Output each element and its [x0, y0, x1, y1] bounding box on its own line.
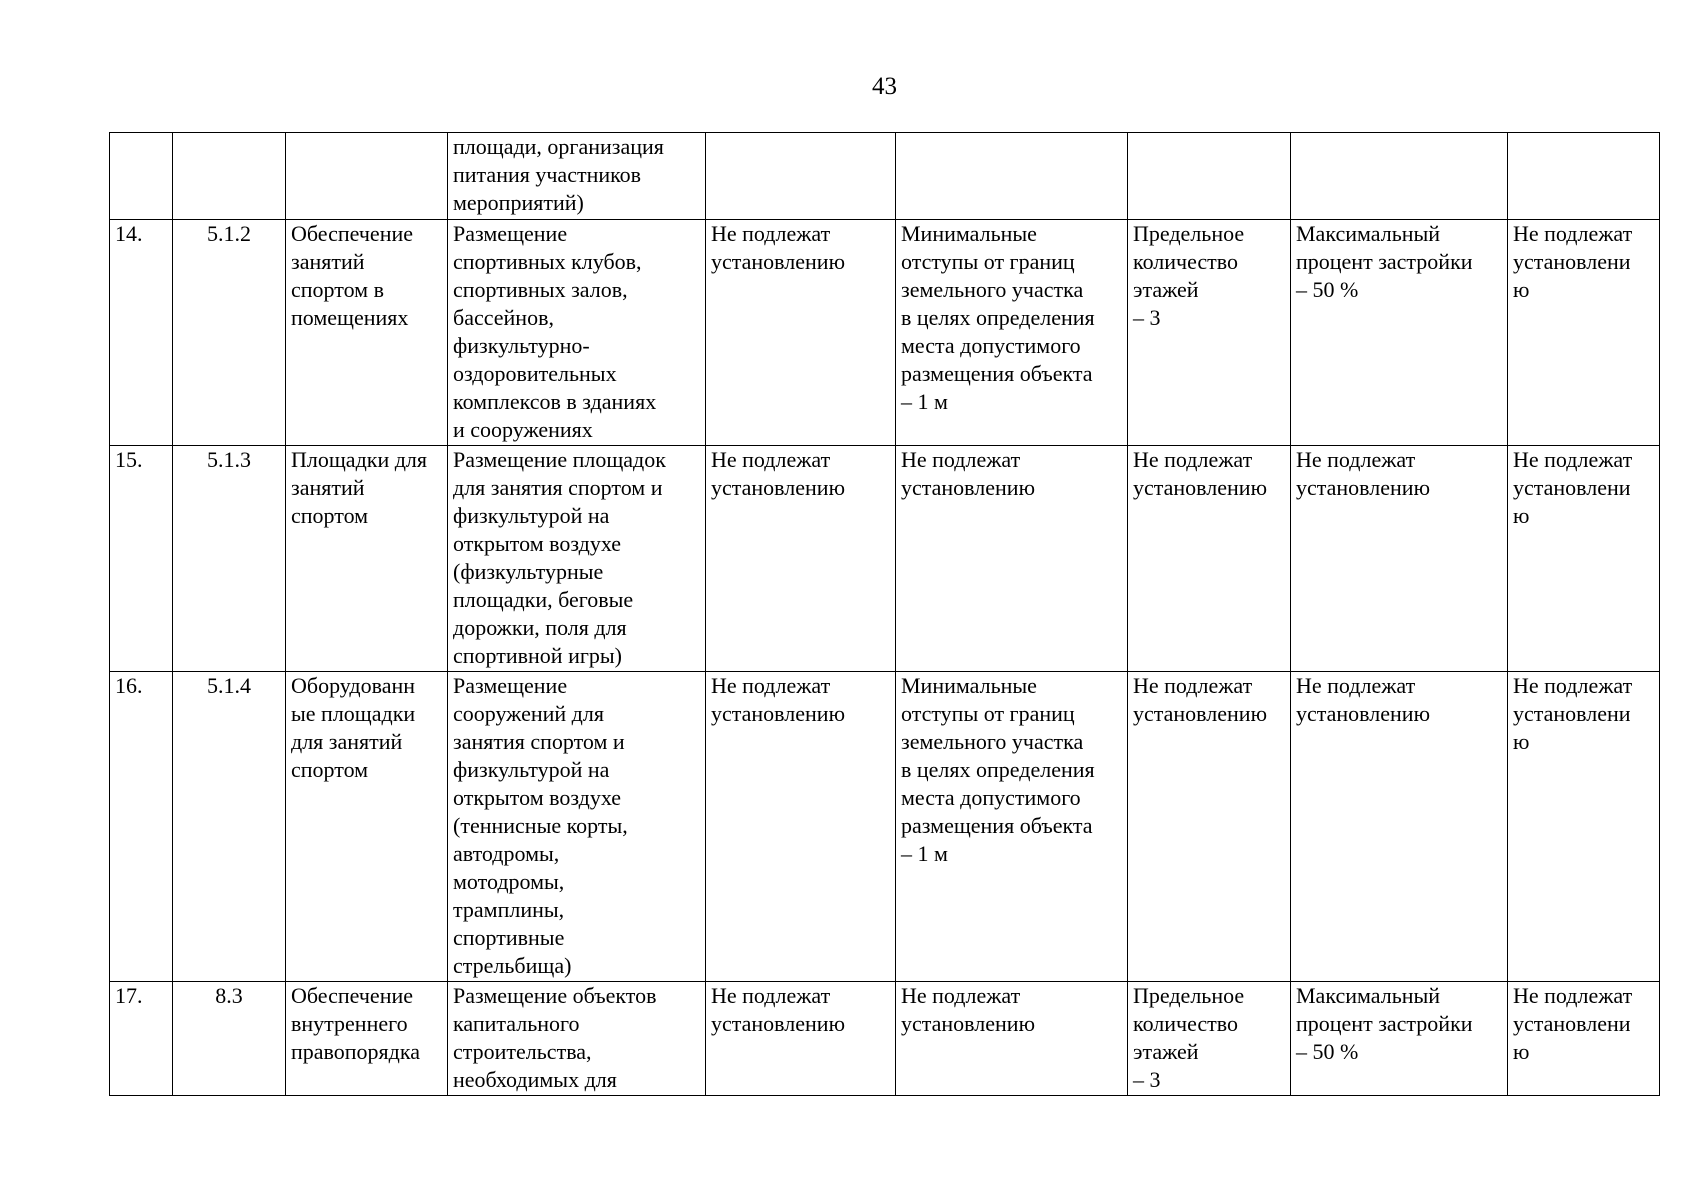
extra-cell: Не подлежат установлени ю	[1508, 982, 1660, 1096]
code-cell: 5.1.3	[173, 446, 286, 672]
page-number: 43	[872, 73, 897, 100]
setback-cell: Не подлежат установлению	[896, 982, 1128, 1096]
extra-cell: Не подлежат установлени ю	[1508, 446, 1660, 672]
coverage-cell: Максимальный процент застройки – 50 %	[1291, 220, 1508, 446]
code-cell: 8.3	[173, 982, 286, 1096]
setback-cell: Не подлежат установлению	[896, 446, 1128, 672]
code-cell	[173, 133, 286, 220]
floors-cell	[1128, 133, 1291, 220]
description-cell: Размещение спортивных клубов, спортивных залов, бассейнов, физкультурно- оздоровительных комплексов в зданиях и сооружениях	[448, 220, 706, 446]
coverage-cell: Не подлежат установлению	[1291, 446, 1508, 672]
coverage-cell: Не подлежат установлению	[1291, 672, 1508, 982]
table-row	[110, 982, 1660, 1096]
description-cell: Размещение площадок для занятия спортом и физкультурой на открытом воздухе (физкультурные площадки, беговые дорожки, поля для спортивной игры)	[448, 446, 706, 672]
name-cell: Обеспечение внутреннего правопорядка	[286, 982, 448, 1096]
row-number-cell: 15.	[110, 446, 173, 672]
table-row	[110, 672, 1660, 982]
parameter-cell	[706, 133, 896, 220]
setback-cell: Минимальные отступы от границ земельного участка в целях определения места допустимого размещения объекта – 1 м	[896, 672, 1128, 982]
row-number-cell	[110, 133, 173, 220]
parameter-cell: Не подлежат установлению	[706, 982, 896, 1096]
extra-cell: Не подлежат установлени ю	[1508, 672, 1660, 982]
extra-cell: Не подлежат установлени ю	[1508, 220, 1660, 446]
floors-cell: Не подлежат установлению	[1128, 672, 1291, 982]
code-cell: 5.1.2	[173, 220, 286, 446]
table-row	[110, 446, 1660, 672]
table-row	[110, 133, 1660, 220]
floors-cell: Не подлежат установлению	[1128, 446, 1291, 672]
parameter-cell: Не подлежат установлению	[706, 220, 896, 446]
name-cell: Площадки для занятий спортом	[286, 446, 448, 672]
parameter-cell: Не подлежат установлению	[706, 672, 896, 982]
floors-cell: Предельное количество этажей – 3	[1128, 220, 1291, 446]
coverage-cell	[1291, 133, 1508, 220]
coverage-cell: Максимальный процент застройки – 50 %	[1291, 982, 1508, 1096]
row-number-cell: 14.	[110, 220, 173, 446]
code-cell: 5.1.4	[173, 672, 286, 982]
floors-cell: Предельное количество этажей – 3	[1128, 982, 1291, 1096]
description-cell: площади, организация питания участников мероприятий)	[448, 133, 706, 220]
name-cell	[286, 133, 448, 220]
row-number-cell: 16.	[110, 672, 173, 982]
extra-cell	[1508, 133, 1660, 220]
name-cell: Оборудованн ые площадки для занятий спортом	[286, 672, 448, 982]
row-number-cell: 17.	[110, 982, 173, 1096]
description-cell: Размещение объектов капитального строительства, необходимых для	[448, 982, 706, 1096]
setback-cell: Минимальные отступы от границ земельного участка в целях определения места допустимого размещения объекта – 1 м	[896, 220, 1128, 446]
parameter-cell: Не подлежат установлению	[706, 446, 896, 672]
table-row	[110, 220, 1660, 446]
description-cell: Размещение сооружений для занятия спортом и физкультурой на открытом воздухе (теннисные корты, автодромы, мотодромы, трамплины, спортивные стрельбища)	[448, 672, 706, 982]
land-use-table	[109, 132, 1660, 1096]
name-cell: Обеспечение занятий спортом в помещениях	[286, 220, 448, 446]
setback-cell	[896, 133, 1128, 220]
